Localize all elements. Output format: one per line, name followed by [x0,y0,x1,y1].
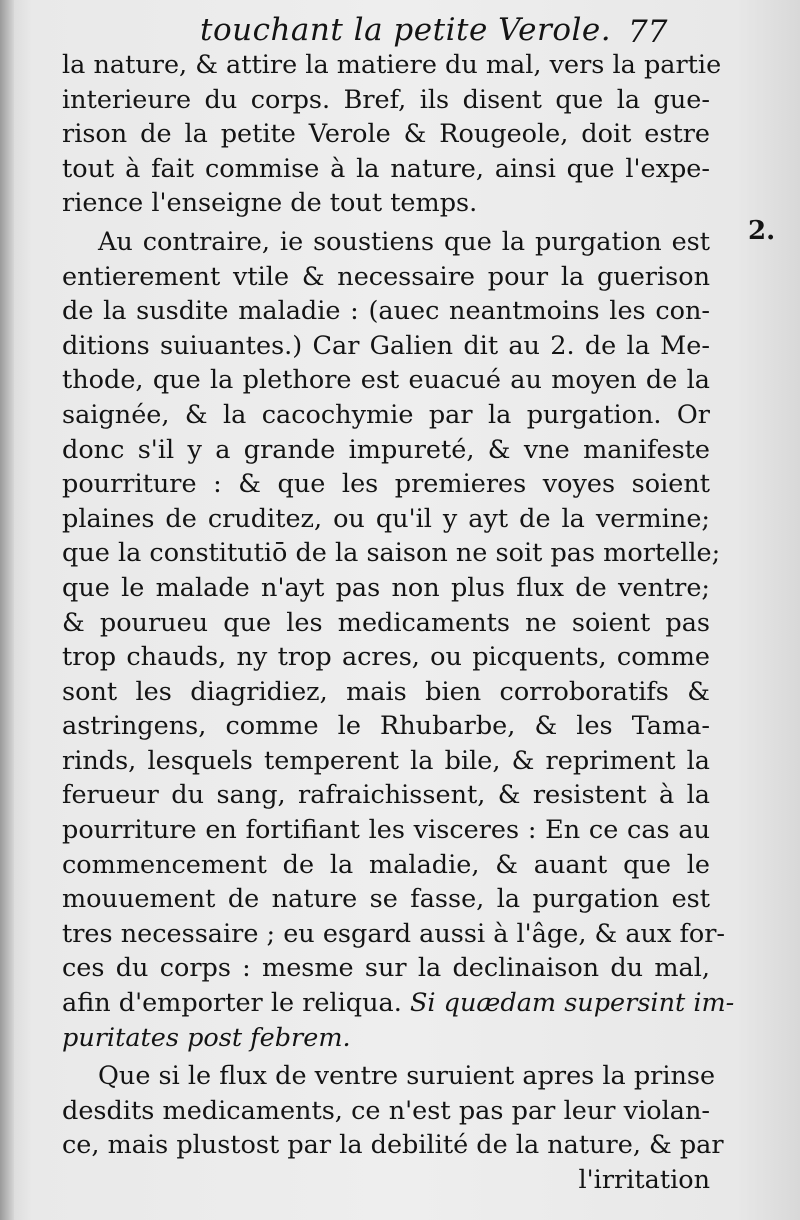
text-roman: afin d'emporter le reliqua. [62,988,402,1019]
text-line: trop chauds, ny trop acres, ou picquents, comme [62,642,710,673]
text-line: donc s'il y a grande impureté, & vne manifeste [62,434,710,465]
paragraph-first-line: Que si le flux de ventre suruient apres la prinse [98,1061,716,1092]
text-line: entierement vtile & necessaire pour la guerison [62,261,710,292]
text-line: desdits medicaments, ce n'est pas par leur violan- [62,1095,710,1126]
text-line: & pourueu que les medicaments ne soient pas [62,607,710,638]
text-line: astringens, comme le Rhubarbe, & les Tama- [62,711,710,742]
text-line: ditions suiuantes.) Car Galien dit au 2. de la Me- [62,330,710,361]
text-line: ce, mais plustost par la debilité de la nature, & par [62,1130,724,1161]
text-line: thode, que la plethore est euacué au moyen de la [62,365,710,396]
text-line: que la constitutiō de la saison ne soit pas mortelle; [62,538,721,569]
text-line: sont les diagridiez, mais bien corroboratifs & [62,676,710,707]
page-number: 77 [628,14,668,50]
text-line: rison de la petite Verole & Rougeole, doit estre [62,119,710,150]
text-line: pourriture en fortifiant les visceres : En ce cas au [62,815,710,846]
body-text [62,48,735,1198]
margin-note: 2. [748,216,776,246]
text-line: saignée, & la cacochymie par la purgation. Or [62,399,710,430]
text-line: de la susdite maladie : (auec neantmoins les con- [62,296,710,327]
text-line: tout à fait commise à la nature, ainsi que l'expe- [62,153,710,184]
text-line: interieure du corps. Bref, ils disent que la gue- [62,84,710,115]
text-line: que le malade n'ayt pas non plus flux de ventre; [62,572,710,603]
text-line: plaines de cruditez, ou qu'il y ayt de la vermine; [62,503,710,534]
text-line: rinds, lesquels temperent la bile, & repriment la [62,745,710,776]
text-line: tres necessaire ; eu esgard aussi à l'âge, & aux for- [62,918,726,949]
text-line: mouuement de nature se fasse, la purgation est [62,884,710,915]
running-head: touchant la petite Verole. [200,12,612,48]
text-line: rience l'enseigne de tout temps. [62,188,478,219]
page-gutter-shadow [0,0,14,1220]
paragraph-first-line: Au contraire, ie soustiens que la purgation est [98,226,710,257]
text-line-mixed [62,986,735,1021]
catchword: l'irritation [578,1165,710,1195]
text-line: ces du corps : mesme sur la declinaison du mal, [62,953,710,984]
text-line: ferueur du sang, rafraichissent, & resistent à la [62,780,710,811]
latin-quote: Si quædam supersint im- [409,988,735,1019]
text-line: la nature, & attire la matiere du mal, vers la partie [62,50,722,80]
text-line: commencement de la maladie, & auant que le [62,849,710,880]
latin-quote-end: puritates post febrem. [62,1022,351,1053]
text-line: pourriture : & que les premieres voyes soient [62,469,710,500]
